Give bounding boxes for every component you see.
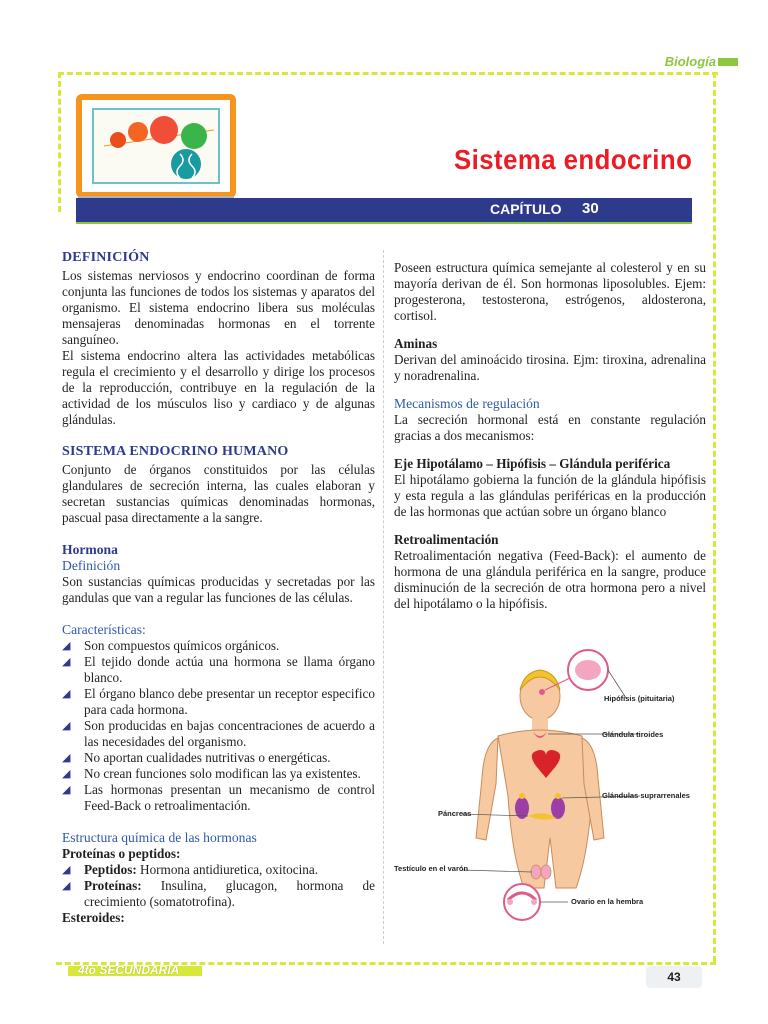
hormone-definition-subheading: Definición xyxy=(62,558,121,573)
chemical-structure-heading: Estructura química de las hormonas xyxy=(62,830,257,845)
list-item: ◢ Las hormonas presentan un mecanismo de control Feed-Back o retroalimentación. xyxy=(62,782,375,813)
label-ovary: Ovario en la hembra xyxy=(571,897,644,906)
page-number: 43 xyxy=(646,966,702,988)
page-title: Sistema endocrino xyxy=(454,144,693,175)
chapter-number: 30 xyxy=(582,200,599,217)
feedback-heading: Retroalimentación xyxy=(394,532,499,547)
grade-label: 4to SECUNDARIA xyxy=(78,963,180,977)
human-system-paragraph: Conjunto de órganos constituidos por las células glandulares de secreción interna, las cuales elaboran y secretan sustancias químicas denominadas hormonas, pascual pasa directamente a la sangre. xyxy=(62,462,375,525)
human-body-illustration xyxy=(390,648,710,928)
label-testis: Testículo en el varón xyxy=(394,864,469,873)
label-adrenal: Glándulas suprarrenales xyxy=(602,791,690,800)
biology-spheres-icon xyxy=(94,110,230,182)
list-item: ◢ No aportan cualidades nutritivas o energéticas. xyxy=(62,750,331,765)
regulation-heading: Mecanismos de regulación xyxy=(394,396,540,411)
monitor-screen xyxy=(92,108,220,184)
bullet-icon: ◢ xyxy=(62,880,71,892)
proteins-list xyxy=(62,862,375,910)
definition-paragraph-2: El sistema endocrino altera las actividades metabólicas regula el crecimiento y el desarrollo y dirige los procesos de la reproducción, contribuye en la regulación de la actividad de los músculos liso y cardiaco y de algunas glándulas. xyxy=(62,348,375,427)
label-pancreas: Páncreas xyxy=(438,809,472,818)
bullet-icon: ◢ xyxy=(62,640,71,652)
frame-border-top xyxy=(58,72,718,75)
bullet-icon: ◢ xyxy=(62,752,71,764)
list-item: ◢ No crean funciones solo modifican las ya existentes. xyxy=(62,766,361,781)
list-item: ◢ Son producidas en bajas concentraciones de acuerdo a las necesidades del organismo. xyxy=(62,718,375,749)
bullet-icon: ◢ xyxy=(62,656,71,668)
steroids-heading: Esteroides: xyxy=(62,910,125,925)
hormone-definition-paragraph: Son sustancias químicas producidas y secretadas por las gandulas que van a regular las funciones de las células. xyxy=(62,574,375,605)
bullet-icon: ◢ xyxy=(62,864,71,876)
subject-accent-bar xyxy=(718,58,738,66)
regulation-paragraph: La secreción hormonal está en constante regulación gracias a dos mecanismos: xyxy=(394,412,706,443)
definition-heading: DEFINICIÓN xyxy=(62,250,150,265)
bullet-icon: ◢ xyxy=(62,688,71,700)
steroids-paragraph: Poseen estructura química semejante al colesterol y en su mayoría derivan de él. Son hormonas liposolubles. Ejem: progesterona, testosterona, estrógenos, aldosterona, cortisol. xyxy=(394,260,706,323)
column-divider xyxy=(383,250,384,944)
chapter-label: CAPÍTULO xyxy=(490,201,562,217)
biology-monitor-illustration xyxy=(76,94,236,198)
endocrine-system-figure xyxy=(390,648,710,928)
characteristics-heading: Características: xyxy=(62,622,146,637)
chapter-bar xyxy=(76,198,692,224)
amines-heading: Aminas xyxy=(394,336,438,351)
axis-paragraph: El hipotálamo gobierna la función de la glándula hipófisis y esta regula a las glándulas periféricas en la producción de las hormonas que actúan sobre un órgano blanco xyxy=(394,472,706,519)
axis-heading: Eje Hipotálamo – Hipófisis – Glándula periférica xyxy=(394,456,671,471)
right-column xyxy=(394,260,706,612)
bullet-icon: ◢ xyxy=(62,720,71,732)
amines-paragraph: Derivan del aminoácido tirosina. Ejm: tiroxina, adrenalina y noradrenalina. xyxy=(394,352,706,383)
hormone-heading: Hormona xyxy=(62,542,118,557)
label-pituitary: Hipófisis (pituitaria) xyxy=(604,694,675,703)
list-item: ◢ Proteínas: Insulina, glucagon, hormona de crecimiento (somatotrofina). xyxy=(62,878,375,909)
label-thyroid: Glándula tiroides xyxy=(602,730,664,739)
list-item: ◢ El tejido donde actúa una hormona se llama órgano blanco. xyxy=(62,654,375,685)
human-system-heading: SISTEMA ENDOCRINO HUMANO xyxy=(62,444,289,459)
subject-label: Biología xyxy=(664,54,716,69)
proteins-heading: Proteínas o peptidos: xyxy=(62,846,181,861)
bullet-icon: ◢ xyxy=(62,784,71,796)
feedback-paragraph: Retroalimentación negativa (Feed-Back): el aumento de hormona de una glándula periférica en la sangre, produce disminución de la secreción de otra hormona pero a nivel del hipotálamo o la hipófisis. xyxy=(394,548,706,611)
list-item: ◢ Peptidos: Hormona antidiuretica, oxitocina. xyxy=(62,862,319,877)
characteristics-list xyxy=(62,638,375,814)
list-item: ◢ El órgano blanco debe presentar un receptor especifico para cada hormona. xyxy=(62,686,375,717)
left-column xyxy=(62,250,375,926)
frame-border-right xyxy=(713,72,716,962)
definition-paragraph-1: Los sistemas nerviosos y endocrino coordinan de forma conjunta las funciones de todos los sistemas y aparatos del organismo. El sistema endocrino libera sus moléculas mensajeras denominadas hormonas en el torrente sanguíneo. xyxy=(62,268,375,347)
bullet-icon: ◢ xyxy=(62,768,71,780)
frame-border-left xyxy=(58,72,61,212)
list-item: ◢ Son compuestos químicos orgánicos. xyxy=(62,638,280,653)
